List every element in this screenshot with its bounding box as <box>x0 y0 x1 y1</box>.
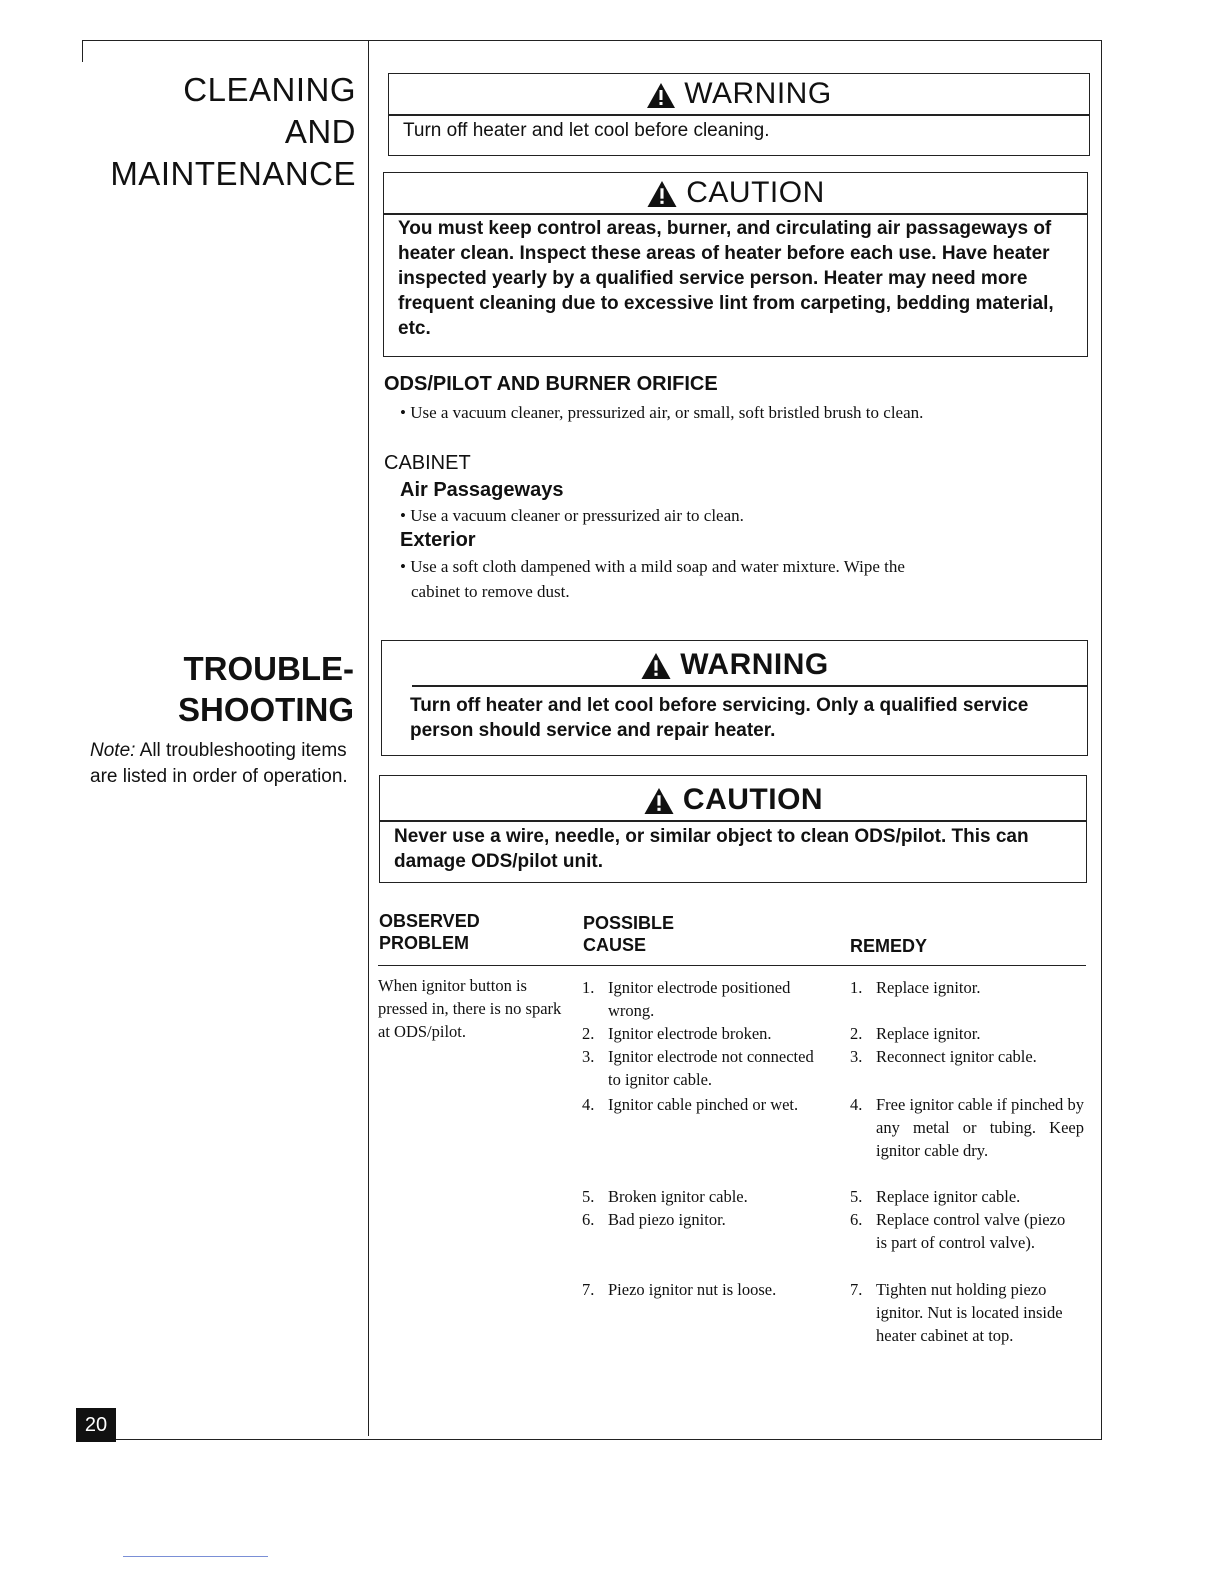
frame-left-stub <box>82 40 83 62</box>
frame-top-rule <box>82 40 1102 41</box>
cause-number: 3. <box>582 1047 595 1066</box>
cause-text: Broken ignitor cable. <box>608 1187 748 1206</box>
warning2-title: WARNING <box>680 648 829 681</box>
table-header-rule <box>378 965 1086 966</box>
air-passageways-bullet: • Use a vacuum cleaner or pressurized air to clean. <box>400 506 744 525</box>
header-cause-line1: POSSIBLE <box>583 913 675 933</box>
header-possible-cause <box>583 912 674 956</box>
warning-text: Turn off heater and let cool before cleaning. <box>403 119 770 141</box>
frame-right-rule <box>1101 40 1102 1440</box>
remedy-text: Replace ignitor cable. <box>876 1187 1021 1206</box>
ods-bullet: • Use a vacuum cleaner, pressurized air, or small, soft bristled brush to clean. <box>400 403 924 422</box>
remedy-number: 6. <box>850 1210 863 1229</box>
warning-triangle-icon <box>646 82 676 109</box>
warning-box-cleaning <box>388 73 1090 156</box>
remedy-text: Replace control valve (piezo is part of control valve). <box>876 1210 1066 1252</box>
exterior-heading: Exterior <box>400 529 476 551</box>
problem-cell: When ignitor button is pressed in, there is no spark at ODS/pilot. <box>378 976 562 1041</box>
remedy-number: 5. <box>850 1187 863 1206</box>
cause-text: Piezo ignitor nut is loose. <box>608 1280 777 1299</box>
ods-heading: ODS/PILOT AND BURNER ORIFICE <box>384 373 718 395</box>
remedy-text: Reconnect ignitor cable. <box>876 1047 1037 1066</box>
exterior-bullet-line2: cabinet to remove dust. <box>411 582 570 601</box>
page-number: 20 <box>76 1408 116 1442</box>
caution-box-ods <box>379 775 1087 883</box>
note-label: Note: <box>90 740 136 761</box>
troubleshooting-note <box>90 738 355 790</box>
cause-number: 1. <box>582 978 595 997</box>
remedy-number: 4. <box>850 1095 863 1114</box>
caution-title-row <box>384 175 1087 211</box>
warning2-text: Turn off heater and let cool before servicing. Only a qualified service person should service and repair heater. <box>410 694 1029 741</box>
cause-text: Ignitor electrode positioned wrong. <box>608 978 791 1020</box>
caution-triangle-icon <box>646 180 678 208</box>
cause-text: Bad piezo ignitor. <box>608 1210 726 1229</box>
caution-text: You must keep control areas, burner, and circulating air passageways of heater clean. Inspect these areas of heater before each use. Have heater inspected yearly by a qualified service person. Heater may need more frequent cleaning due to excessive lint from carpeting, bedding material, etc. <box>398 217 1054 339</box>
cause-number: 2. <box>582 1024 595 1043</box>
caution-title: CAUTION <box>686 176 825 209</box>
warning-title-row <box>389 76 1089 112</box>
cause-text: Ignitor electrode not connected to ignitor cable. <box>608 1047 814 1089</box>
caution2-text: Never use a wire, needle, or similar object to clean ODS/pilot. This can damage ODS/pilot unit. <box>394 825 1029 872</box>
cause-number: 7. <box>582 1280 595 1299</box>
frame-bottom-rule <box>110 1439 1102 1440</box>
caution-triangle-icon <box>643 787 675 815</box>
header-problem-line1: OBSERVED <box>379 911 480 931</box>
trouble-title-line2: SHOOTING <box>177 691 354 728</box>
header-observed-problem <box>379 910 480 954</box>
header-problem-line2: PROBLEM <box>379 933 469 953</box>
cause-text: Ignitor cable pinched or wet. <box>608 1095 799 1114</box>
column-divider <box>368 40 369 1436</box>
note-text: All troubleshooting items are listed in order of operation. <box>90 740 348 787</box>
warning-box-servicing <box>381 640 1088 756</box>
caution2-title-row <box>380 782 1086 818</box>
remedy-number: 2. <box>850 1024 863 1043</box>
remedy-text: Replace ignitor. <box>876 1024 981 1043</box>
cause-text: Ignitor electrode broken. <box>608 1024 772 1043</box>
air-passageways-heading: Air Passageways <box>400 479 564 501</box>
remedy-text: Free ignitor cable if pinched by any metal or tubing. Keep ignitor cable dry. <box>876 1095 1084 1160</box>
cause-number: 6. <box>582 1210 595 1229</box>
header-remedy: REMEDY <box>850 936 928 956</box>
header-cause-line2: CAUSE <box>583 935 647 955</box>
caution2-title: CAUTION <box>682 783 824 816</box>
remedy-number: 3. <box>850 1047 863 1066</box>
remedy-text: Replace ignitor. <box>876 978 981 997</box>
caution-box-cleaning <box>383 172 1088 357</box>
cleaning-title-line2: AND <box>284 113 356 150</box>
cleaning-title-line1: CLEANING <box>183 71 356 108</box>
warning-triangle-icon <box>640 652 672 680</box>
remedy-number: 7. <box>850 1280 863 1299</box>
cause-number: 4. <box>582 1095 595 1114</box>
warning-title: WARNING <box>684 77 832 110</box>
trouble-title-line1: TROUBLE- <box>183 650 354 687</box>
remedy-number: 1. <box>850 978 863 997</box>
warning2-title-row <box>382 647 1087 683</box>
footer-rule <box>123 1556 268 1557</box>
cleaning-title-line3: MAINTENANCE <box>110 155 356 192</box>
exterior-bullet-line1: • Use a soft cloth dampened with a mild soap and water mixture. Wipe the <box>400 557 905 576</box>
cause-number: 5. <box>582 1187 595 1206</box>
remedy-text: Tighten nut holding piezo ignitor. Nut is located inside heater cabinet at top. <box>876 1280 1063 1345</box>
cabinet-heading: CABINET <box>384 452 471 474</box>
